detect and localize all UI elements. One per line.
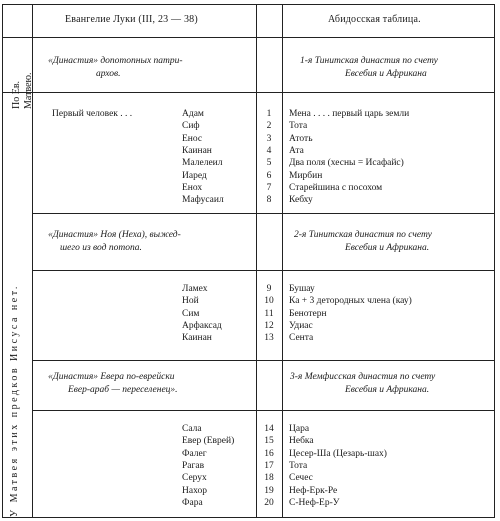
row-abydos-name: Цара <box>289 424 310 434</box>
header-luke: Евангелие Луки (III, 23 — 38) <box>65 14 198 25</box>
row-luke-name: Каинан <box>182 145 212 156</box>
column-divider-number <box>256 4 257 518</box>
row-luke-name: Сим <box>182 308 200 319</box>
header-abydos: Абидосская таблица. <box>328 14 421 25</box>
row-abydos-name: Бушау <box>289 284 315 294</box>
row-luke-name: Серух <box>182 473 207 484</box>
block1-right-line1: 1-я Тинитская династия по счету <box>300 56 438 66</box>
row-number: 18 <box>264 473 274 484</box>
side-label-matthew-1: По Ев. <box>11 80 22 109</box>
row-abydos-name: Небка <box>289 436 314 447</box>
block1-left-line1: «Династия» допотопных патри- <box>48 56 183 66</box>
row-luke-name: Адам <box>182 109 204 119</box>
row-luke-name: Енос <box>182 133 203 144</box>
row-prefix: Первый человек . . . <box>52 109 133 119</box>
row-luke-name: Арфаксад <box>182 320 222 331</box>
row-number: 17 <box>264 460 274 471</box>
row-divider-header <box>2 37 495 38</box>
column-divider-right <box>282 4 283 518</box>
row-abydos-name: Сента <box>289 333 314 344</box>
row-abydos-name: Удиас <box>289 320 313 331</box>
row-number: 16 <box>264 448 274 459</box>
row-number: 13 <box>264 333 274 344</box>
row-abydos-name: Ата <box>289 145 304 156</box>
block3-left-line1: «Династия» Евера по-еврейски <box>48 372 175 382</box>
row-abydos-name: Цесер-Ша (Цезарь-шах) <box>289 448 387 459</box>
row-number: 15 <box>264 436 274 447</box>
block1-right-line2: Евсебия и Африкана <box>345 69 427 79</box>
table-border-right <box>494 4 495 518</box>
row-abydos-name: Два поля (хесны = Исафайс) <box>289 158 404 169</box>
row-number: 7 <box>266 182 272 193</box>
row-luke-name: Сиф <box>182 121 200 132</box>
side-label-ancestors: У Матвея этих предков Иисуса нет. <box>9 284 20 517</box>
row-luke-name: Фалег <box>182 448 207 459</box>
row-number: 19 <box>264 485 274 496</box>
row-number: 5 <box>266 158 272 169</box>
block2-right-line1: 2-я Тинитская династия по счету <box>294 230 432 240</box>
row-divider-4 <box>32 410 495 411</box>
row-number: 4 <box>266 145 272 156</box>
row-number: 3 <box>266 133 272 144</box>
row-number: 14 <box>264 424 274 434</box>
row-abydos-name: Старейшина с посохом <box>289 182 383 193</box>
row-luke-name: Ной <box>182 296 199 307</box>
block3-right-line2: Евсебия и Африкана. <box>345 385 430 395</box>
row-luke-name: Каинан <box>182 333 212 344</box>
row-number: 11 <box>264 308 274 319</box>
row-luke-name: Нахор <box>182 485 207 496</box>
row-abydos-name: Тота <box>289 460 308 471</box>
row-luke-name: Мафусаил <box>182 195 224 206</box>
row-abydos-name: Кебху <box>289 195 313 206</box>
block3-left-line2: Евер-араб — переселенец». <box>68 385 178 395</box>
block1-left-line2: архов. <box>96 69 121 79</box>
row-number: 2 <box>266 121 272 132</box>
row-number: 8 <box>266 195 272 206</box>
table-border-bottom <box>2 517 495 518</box>
row-luke-name: Малелеил <box>182 158 223 169</box>
row-luke-name: Рагав <box>182 460 205 471</box>
row-number: 12 <box>264 320 274 331</box>
row-luke-name: Фара <box>182 497 203 508</box>
row-luke-name: Ламех <box>182 284 208 294</box>
block2-left-line2: шего из вод потопа. <box>60 243 142 253</box>
row-abydos-name: Тота <box>289 121 308 132</box>
row-luke-name: Сала <box>182 424 202 434</box>
row-abydos-name: Сечес <box>289 473 313 484</box>
row-number: 6 <box>266 170 272 181</box>
row-divider-2 <box>32 270 495 271</box>
row-number: 20 <box>264 497 274 508</box>
side-label-matthew-2: Матвею. <box>23 72 34 109</box>
block2-right-line2: Евсебия и Африкана. <box>345 243 430 253</box>
row-abydos-name: Бенотерн <box>289 308 327 319</box>
row-number: 9 <box>266 284 272 294</box>
row-abydos-name: Неф-Ерк-Ре <box>289 485 338 496</box>
row-number: 10 <box>264 296 274 307</box>
row-divider-3 <box>32 360 495 361</box>
row-abydos-name: Атоть <box>289 133 313 144</box>
block3-right-line1: 3-я Мемфисская династия по счету <box>290 372 436 382</box>
row-luke-name: Евер (Еврей) <box>182 436 235 447</box>
row-luke-name: Енох <box>182 182 203 193</box>
table-border-top <box>2 4 495 5</box>
row-divider-1 <box>32 213 495 214</box>
row-abydos-name: Ка + 3 детородных члена (кау) <box>289 296 412 307</box>
row-abydos-name: С-Неф-Ер-У <box>289 497 340 508</box>
block2-left-line1: «Династия» Ноя (Неха), выжед- <box>48 230 181 240</box>
table-border-left <box>2 4 3 518</box>
row-number: 1 <box>266 109 272 119</box>
row-luke-name: Иаред <box>182 170 207 181</box>
row-abydos-name: Мирбин <box>289 170 323 181</box>
row-abydos-name: Мена . . . . первый царь земли <box>289 109 410 119</box>
row-divider-side-label <box>2 92 495 93</box>
